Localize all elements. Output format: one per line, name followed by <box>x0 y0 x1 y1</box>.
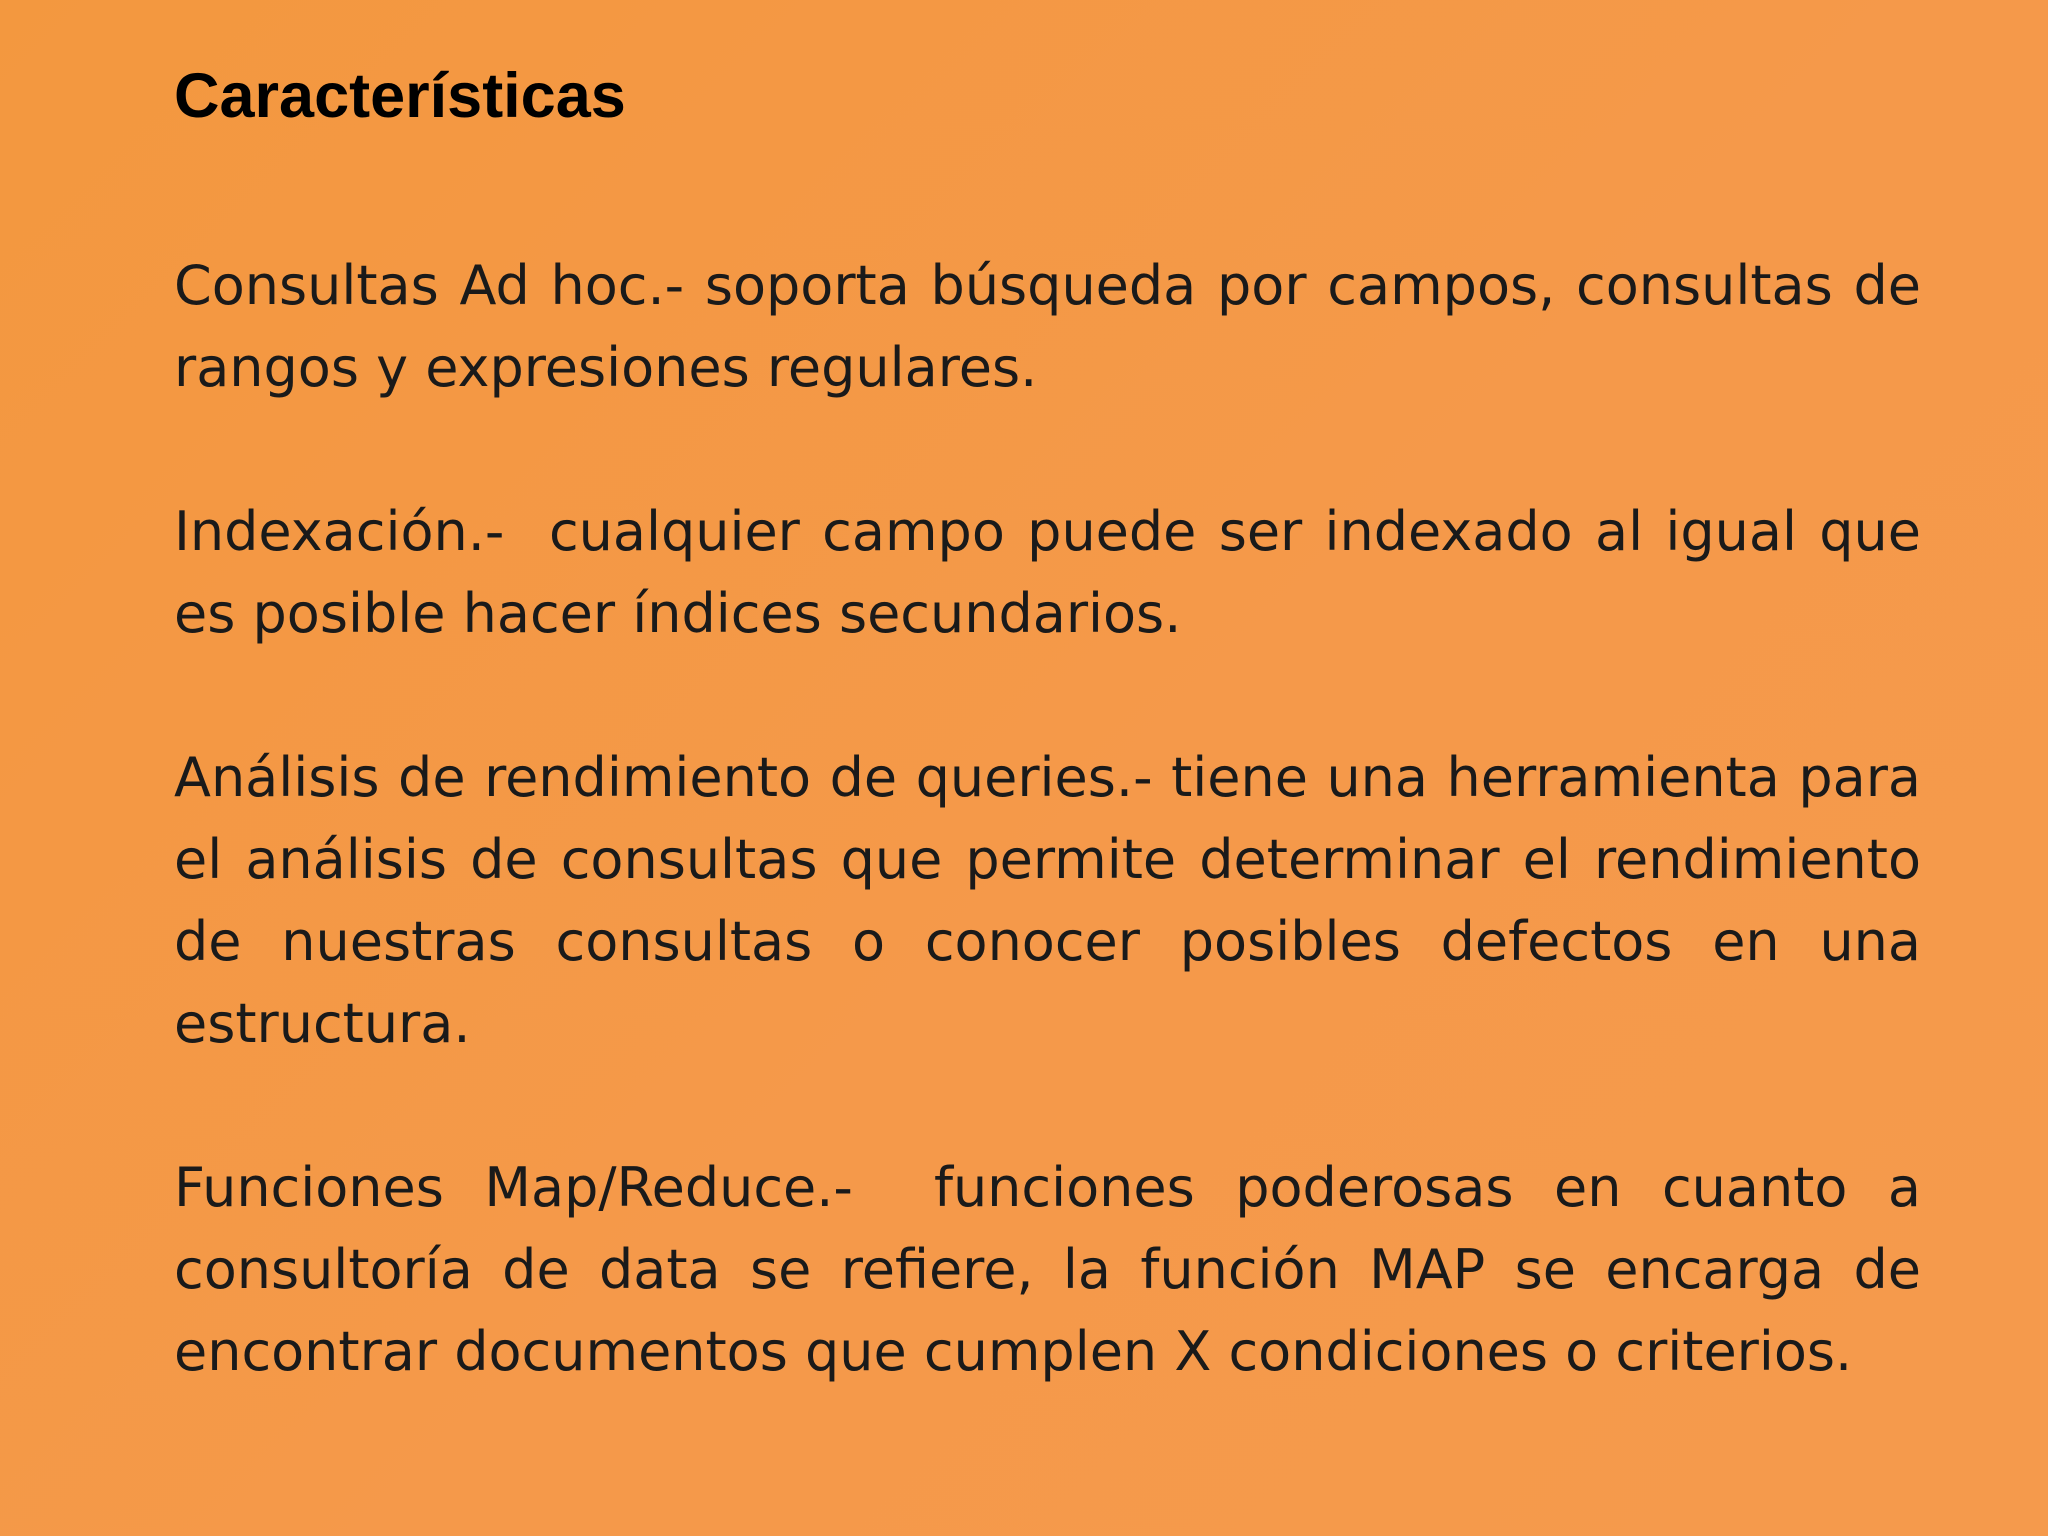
paragraph-consultas-ad-hoc: Consultas Ad hoc.- soporta búsqueda por campos, consultas de rangos y expresiones regulares. <box>174 254 1939 399</box>
slide-body <box>174 245 1939 1393</box>
paragraph-funciones-map-reduce: Funciones Map/Reduce.- funciones poderosas en cuanto a consultoría de data se refiere, la función MAP se encarga de encontrar documentos que cumplen X condiciones o criterios. <box>174 1156 1939 1383</box>
slide-title: Características <box>174 61 626 131</box>
paragraph-indexacion: Indexación.- cualquier campo puede ser indexado al igual que es posible hacer índices secundarios. <box>174 500 1939 645</box>
paragraph-analisis-rendimiento: Análisis de rendimiento de queries.- tiene una herramienta para el análisis de consultas que permite determinar el rendimiento de nuestras consultas o conocer posibles defectos en una estructura. <box>174 746 1939 1055</box>
